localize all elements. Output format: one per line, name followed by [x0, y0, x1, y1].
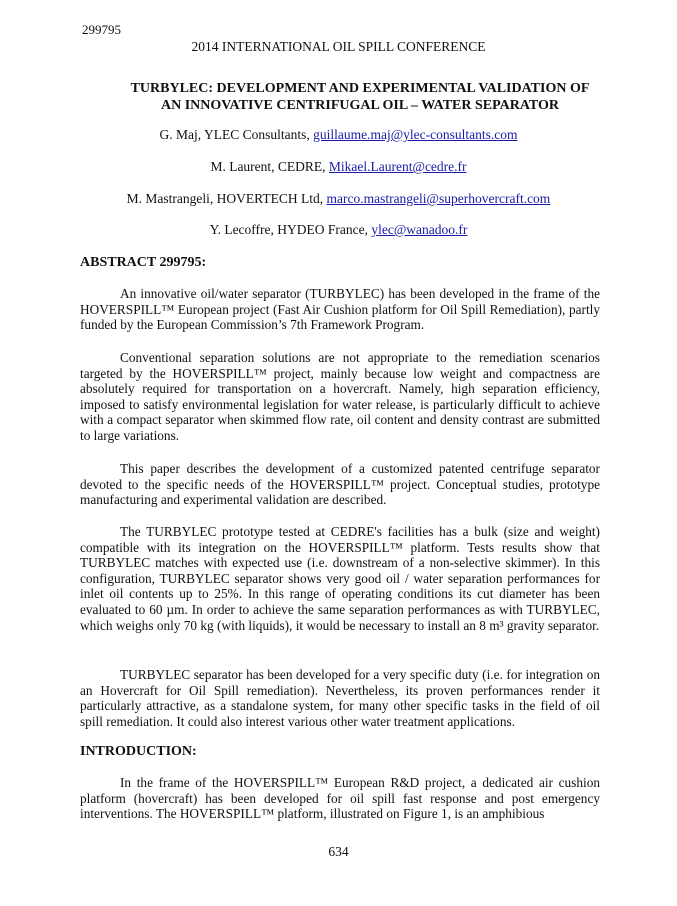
title-line-1: TURBYLEC: DEVELOPMENT AND EXPERIMENTAL VALIDATION OF — [130, 81, 590, 96]
author-1-name: G. Maj, YLEC Consultants, — [159, 127, 314, 142]
abstract-paragraph-2: Conventional separation solutions are not appropriate to the remediation scenarios targeted by the HOVERSPILL™ project, mainly because low weight and compactness are absolutely required for transportation on a hovercraft. Namely, high separation efficiency, imposed to satisfy environmental legislation for water release, is particularly difficult to achieve with a compact separator when skimmed flow rate, oil content and density contrast are submitted to large variations. — [80, 350, 600, 443]
author-3-name: M. Mastrangeli, HOVERTECH Ltd, — [126, 191, 327, 206]
conference-name: 2014 INTERNATIONAL OIL SPILL CONFERENCE — [191, 39, 486, 54]
author-3-email[interactable]: marco.mastrangeli@superhovercraft.com — [326, 191, 551, 206]
author-3 — [0, 191, 677, 207]
introduction-heading: INTRODUCTION: — [80, 744, 197, 759]
author-2-name: M. Laurent, CEDRE, — [210, 159, 329, 174]
abstract-paragraph-5: TURBYLEC separator has been developed for a very specific duty (i.e. for integration on an Hovercraft for Oil Spill remediation). Nevertheless, its proven performances render it particularly attractive, as a standalone system, for many other specific tasks in the field of oil spill remediation. It could also interest various other water treatment applications. — [80, 667, 600, 729]
abstract-paragraph-3: This paper describes the development of a customized patented centrifuge separator devoted to the specific needs of the HOVERSPILL™ project. Conceptual studies, prototype manufacturing and experimental validation are described. — [80, 461, 600, 508]
author-1 — [0, 127, 677, 143]
abstract-paragraph-1: An innovative oil/water separator (TURBYLEC) has been developed in the frame of the HOVERSPILL™ European project (Fast Air Cushion platform for Oil Spill Remediation), partly funded by the European Commission’s 7th Framework Program. — [80, 286, 600, 333]
author-4-email[interactable]: ylec@wanadoo.fr — [371, 222, 468, 237]
abstract-heading: ABSTRACT 299795: — [80, 255, 207, 270]
author-2-email[interactable]: Mikael.Laurent@cedre.fr — [328, 159, 467, 174]
page-number: 634 — [328, 844, 349, 859]
introduction-paragraph: In the frame of the HOVERSPILL™ European R&D project, a dedicated air cushion platform (hovercraft) has been developed for oil spill fast response and post emergency interventions. The HOVERSPILL™ platform, illustrated on Figure 1, is an amphibious — [80, 775, 600, 822]
paper-title — [60, 80, 660, 114]
author-4-name: Y. Lecoffre, HYDEO France, — [209, 222, 372, 237]
author-1-email[interactable]: guillaume.maj@ylec-consultants.com — [313, 127, 518, 142]
author-4 — [0, 222, 677, 238]
author-2 — [0, 159, 677, 175]
document-id: 299795 — [82, 22, 121, 37]
abstract-paragraph-4: The TURBYLEC prototype tested at CEDRE's facilities has a bulk (size and weight) compatible with its integration on the HOVERSPILL™ platform. Tests results show that TURBYLEC matches with expected use (i.e. downstream of a non-selective skimmer). In this configuration, TURBYLEC separator shows very good oil / water separation performances for inlet oil contents up to 25%. In this range of operating conditions its cut diameter has been evaluated to 60 µm. In order to achieve the same separation performances as with TURBYLEC, which weighs only 70 kg (with liquids), it would be necessary to install an 8 m³ gravity separator. — [80, 524, 600, 633]
title-line-2: AN INNOVATIVE CENTRIFUGAL OIL – WATER SEPARATOR — [160, 98, 560, 113]
